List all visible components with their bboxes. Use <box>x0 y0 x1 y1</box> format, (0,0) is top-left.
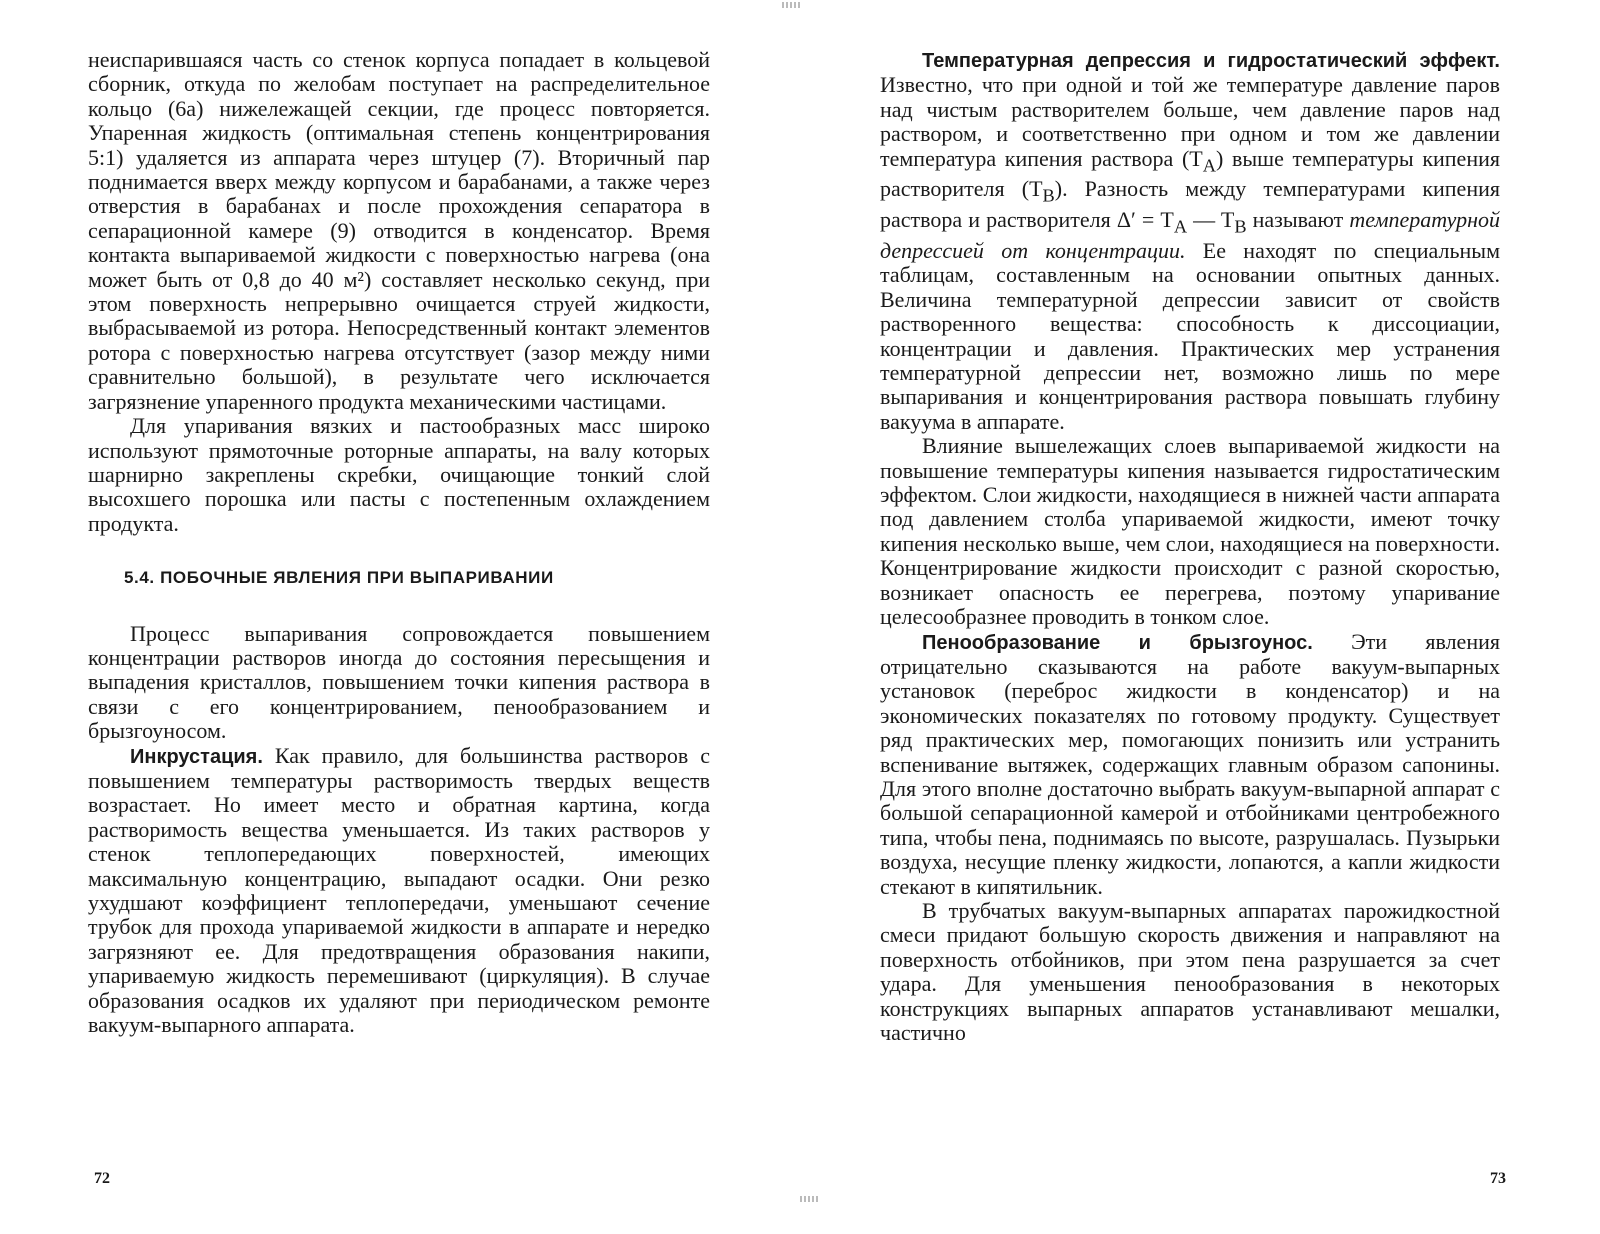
right-page <box>880 48 1500 1045</box>
subscript-a2: A <box>1173 216 1188 237</box>
subscript-b1: B <box>1042 185 1055 206</box>
left-paragraph-4 <box>88 744 710 1038</box>
left-paragraph-2: Для упаривания вязких и пастообразных масс широко используют прямоточные роторные аппараты, на валу которых шарнирно закреплены скребки, очищающие тонкий слой высохшего порошка или пасты с постепенным охлаждением продукта. <box>88 413 710 536</box>
right-paragraph-1 <box>880 48 1500 434</box>
left-paragraph-3: Процесс выпаривания сопровождается повышением концентрации растворов иногда до состояния пересыщения и выпадения кристаллов, повышением точки кипения раствора в связи с его концентрированием, пенообразованием и брызгоуносом. <box>88 620 710 744</box>
section-heading: 5.4. ПОБОЧНЫЕ ЯВЛЕНИЯ ПРИ ВЫПАРИВАНИИ <box>124 568 554 588</box>
foaming-text: Эти явления отрицательно сказываются на работе вакуум-выпарных установок (переброс жидкости в конденсатор) и на экономических показателях по готовому продукту. Существует ряд практических мер, помогающих понизить или устранить вспенивание вытяжек, содержащих главным образом сапонины. Для этого вполне достаточно выбрать вакуум-выпарной аппарат с большой сепарационной камерой и отбойниками центробежного типа, чтобы пена, поднимаясь по высоте, разрушалась. Пузырьки воздуха, несущие пленку жидкости, лопаются, а капли жидкости стекают в кипятильник. <box>880 628 1500 899</box>
scan-speck-bottom <box>800 1196 818 1202</box>
td-text-e: называют <box>1246 207 1350 233</box>
page-number-left: 72 <box>94 1170 110 1187</box>
right-paragraph-3 <box>880 630 1500 899</box>
foaming-lead: Пенообразование и брызгоунос. <box>922 631 1313 654</box>
td-text-b: ) выше температуры кипения растворителя (T <box>880 145 1500 202</box>
td-text-f: Ее находят по специальным таблицам, составленным на основании опытных данных. Величина температурной депрессии зависит от свойств растворенного вещества: способность к диссоциации, концентрации и давления. Практических мер устранения температурной депрессии нет, возможно лишь по мере выпаривания и концентрирования раствора повышать глубину вакуума в аппарате. <box>880 238 1500 434</box>
td-term-italic: температурной депрессией от концентрации. <box>880 207 1501 264</box>
incrustation-text: Как правило, для большинства растворов с повышением температуры растворимость твердых веществ возрастает. Но имеет место и обратная картина, когда растворимость вещества уменьшается. Из таких растворов у стенок теплопередающих поверхностей, имеющих максимальную концентрацию, выпадают осадки. Они резко ухудшают коэффициент теплопередачи, уменьшают сечение трубок для прохода упариваемой жидкости в аппарате и нередко загрязняют ее. Для предотвращения образования накипи, упариваемую жидкость перемешивают (циркуляция). В случае образования осадков их удаляют при периодическом ремонте вакуум-выпарного аппарата. <box>88 742 710 1038</box>
incrustation-lead: Инкрустация. <box>130 745 263 768</box>
page-number-right: 73 <box>1490 1170 1506 1187</box>
td-text-a: Известно, что при одной и той же температуре давление паров над чистым растворителем больше, чем давление паров над раствором, и соответственно при одном и том же давлении температура кипения раствора (T <box>880 72 1500 171</box>
left-paragraph-1: неиспарившаяся часть со стенок корпуса попадает в кольцевой сборник, откуда по желобам поступает на распределительное кольцо (6а) нижележащей секции, где процесс повторяется. Упаренная жидкость (оптимальная степень концентрирования 5:1) удаляется из аппарата через штуцер (7). Вторичный пар поднимается вверх между корпусом и барабанами, а также через отверстия в барабанах и после прохождения сепаратора в сепарационной камере (9) отводится в конденсатор. Время контакта выпариваемой жидкости с поверхностью нагрева (она может быть от 0,8 до 40 м²) составляет несколько секунд, при этом поверхность непрерывно очищается струей жидкости, выбрасываемой из ротора. Непосредственный контакт элементов ротора с поверхностью нагрева отсутствует (зазор между ними сравнительно большой), в результате чего исключается загрязнение упаренного продукта механическими частицами. <box>88 47 710 414</box>
scan-speck-top <box>782 2 800 8</box>
td-text-c: ). Разность между температурами кипения раствора и растворителя Δ′ = T <box>880 176 1500 233</box>
subscript-b2: B <box>1234 216 1247 237</box>
left-page <box>88 48 710 1037</box>
right-paragraph-2: Влияние вышележащих слоев выпариваемой жидкости на повышение температуры кипения называется гидростатическим эффектом. Слои жидкости, находящиеся в нижней части аппарата под давлением столба упариваемой жидкости, имеют точку кипения несколько выше, чем слои, находящиеся на поверхности. Концентрирование жидкости происходит с разной скоростью, возникает опасность ее перегрева, поэтому упаривание целесообразнее проводить в тонком слое. <box>880 433 1500 630</box>
subscript-a1: A <box>1202 155 1216 176</box>
td-text-d: — T <box>1187 207 1235 233</box>
right-paragraph-4: В трубчатых вакуум-выпарных аппаратах парожидкостной смеси придают большую скорость движения и направляют на поверхность отбойников, при этом пена разрушается за счет удара. Для уменьшения пенообразования в некоторых конструкциях выпарных аппаратов устанавливают мешалки, частично <box>880 897 1500 1046</box>
temperature-depression-lead: Температурная депрессия и гидростатический эффект. <box>922 50 1500 72</box>
